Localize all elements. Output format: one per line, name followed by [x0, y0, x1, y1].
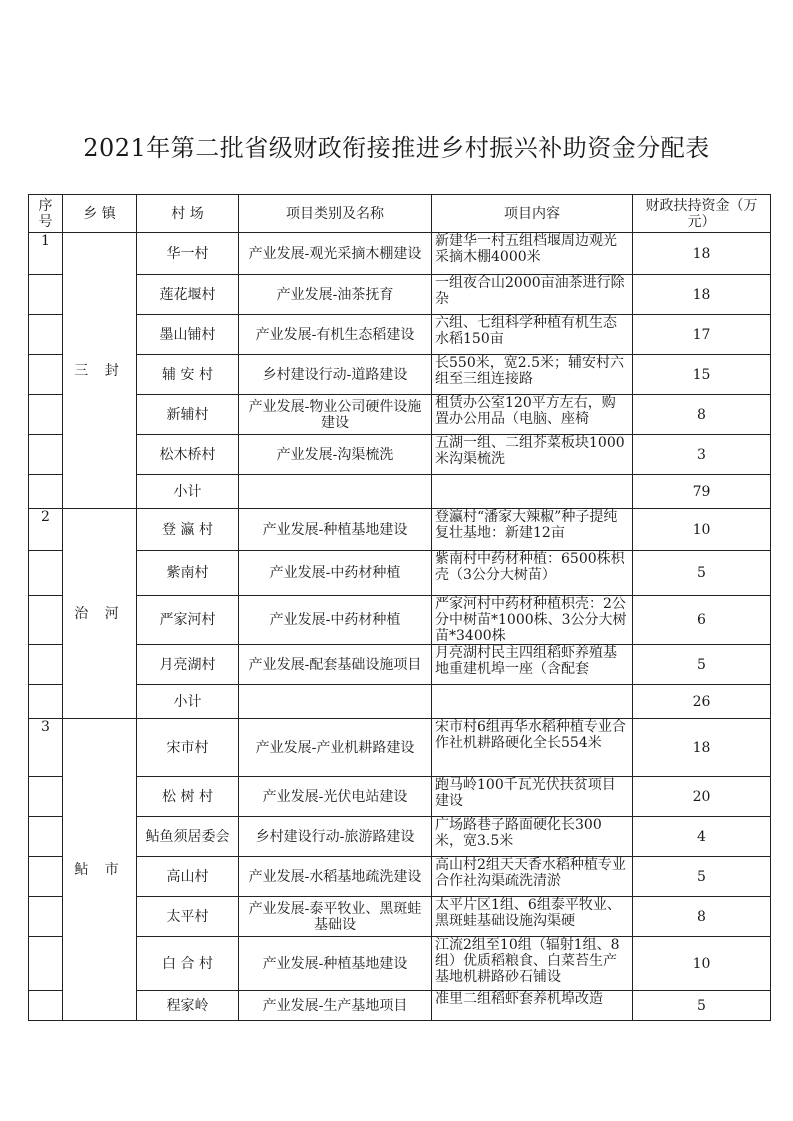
content-cell [432, 685, 633, 719]
amount-cell: 8 [633, 395, 771, 435]
village-cell: 程家岭 [137, 991, 239, 1021]
header-row [29, 195, 771, 233]
content-cell: 六组、七组科学种植有机生态水稻150亩 [432, 315, 633, 355]
amount-cell: 17 [633, 315, 771, 355]
town-cell: 鲇 市 [63, 719, 137, 1021]
content-cell: 登瀛村“潘家大辣椒”种子提纯复壮基地：新建12亩 [432, 509, 633, 551]
amount-cell: 18 [633, 233, 771, 275]
amount-cell: 18 [633, 719, 771, 777]
table-row [29, 596, 771, 645]
table-row [29, 395, 771, 435]
village-cell: 月亮湖村 [137, 645, 239, 685]
village-cell: 新辅村 [137, 395, 239, 435]
content-cell: 严家河村中药材种植枳壳：2公分中树苗*1000株、3公分大树苗*3400株 [432, 596, 633, 645]
table-row [29, 817, 771, 857]
project-cell: 乡村建设行动-道路建设 [239, 355, 432, 395]
subtotal-label: 小计 [137, 475, 239, 509]
table-body [29, 233, 771, 1021]
project-cell: 产业发展-配套基础设施项目 [239, 645, 432, 685]
seq-cell [29, 551, 63, 596]
amount-cell: 10 [633, 937, 771, 991]
project-cell: 产业发展-沟渠梳洗 [239, 435, 432, 475]
village-cell: 高山村 [137, 857, 239, 897]
table-row [29, 719, 771, 777]
header-content: 项目内容 [432, 195, 633, 233]
seq-cell [29, 355, 63, 395]
project-cell: 产业发展-种植基地建设 [239, 509, 432, 551]
project-cell: 产业发展-中药材种植 [239, 596, 432, 645]
amount-cell: 5 [633, 551, 771, 596]
header-amount: 财政扶持资金（万元） [633, 195, 771, 233]
project-cell: 产业发展-泰平牧业、黑斑蛙基础设 [239, 897, 432, 937]
seq-cell: 2 [29, 509, 63, 551]
project-cell [239, 685, 432, 719]
amount-cell: 3 [633, 435, 771, 475]
seq-cell [29, 435, 63, 475]
amount-cell: 20 [633, 777, 771, 817]
table-row [29, 937, 771, 991]
amount-cell: 4 [633, 817, 771, 857]
subtotal-amount: 79 [633, 475, 771, 509]
seq-cell [29, 857, 63, 897]
table-row [29, 551, 771, 596]
table-row [29, 275, 771, 315]
amount-cell: 8 [633, 897, 771, 937]
seq-cell [29, 817, 63, 857]
town-cell: 治 河 [63, 509, 137, 719]
seq-cell [29, 596, 63, 645]
subtotal-row [29, 685, 771, 719]
project-cell: 产业发展-中药材种植 [239, 551, 432, 596]
seq-cell: 3 [29, 719, 63, 777]
village-cell: 太平村 [137, 897, 239, 937]
project-cell: 产业发展-光伏电站建设 [239, 777, 432, 817]
content-cell: 广场路巷子路面硬化长300米，宽3.5米 [432, 817, 633, 857]
project-cell: 乡村建设行动-旅游路建设 [239, 817, 432, 857]
header-seq: 序号 [29, 195, 63, 233]
subtotal-row [29, 475, 771, 509]
table-row [29, 857, 771, 897]
header-town: 乡 镇 [63, 195, 137, 233]
project-cell: 产业发展-油茶抚育 [239, 275, 432, 315]
content-cell: 高山村2组天天香水稻种植专业合作社沟渠疏洗清淤 [432, 857, 633, 897]
project-cell: 产业发展-观光采摘木棚建设 [239, 233, 432, 275]
village-cell: 墨山铺村 [137, 315, 239, 355]
seq-cell: 1 [29, 233, 63, 275]
content-cell: 新建华一村五组档堰周边观光采摘木棚4000米 [432, 233, 633, 275]
seq-cell [29, 777, 63, 817]
seq-cell [29, 475, 63, 509]
village-cell: 辅 安 村 [137, 355, 239, 395]
table-row [29, 645, 771, 685]
amount-cell: 6 [633, 596, 771, 645]
project-cell: 产业发展-水稻基地疏洗建设 [239, 857, 432, 897]
amount-cell: 5 [633, 645, 771, 685]
village-cell: 松木桥村 [137, 435, 239, 475]
amount-cell: 5 [633, 991, 771, 1021]
village-cell: 鲇鱼须居委会 [137, 817, 239, 857]
allocation-table [28, 194, 771, 1021]
content-cell: 长550米，宽2.5米；辅安村六组至三组连接路 [432, 355, 633, 395]
village-cell: 严家河村 [137, 596, 239, 645]
amount-cell: 5 [633, 857, 771, 897]
table-row [29, 991, 771, 1021]
village-cell: 华一村 [137, 233, 239, 275]
seq-cell [29, 685, 63, 719]
header-village: 村 场 [137, 195, 239, 233]
subtotal-label: 小计 [137, 685, 239, 719]
town-cell: 三 封 [63, 233, 137, 509]
content-cell: 跑马岭100千瓦光伏扶贫项目建设 [432, 777, 633, 817]
table-row [29, 355, 771, 395]
subtotal-amount: 26 [633, 685, 771, 719]
content-cell [432, 475, 633, 509]
project-cell: 产业发展-生产基地项目 [239, 991, 432, 1021]
project-cell [239, 475, 432, 509]
content-cell: 准里二组稻虾套养机埠改造 [432, 991, 633, 1021]
seq-cell [29, 937, 63, 991]
content-cell: 租赁办公室120平方左右，购置办公用品（电脑、座椅 [432, 395, 633, 435]
project-cell: 产业发展-物业公司硬件设施建设 [239, 395, 432, 435]
village-cell: 登 瀛 村 [137, 509, 239, 551]
content-cell: 月亮湖村民主四组稻虾养殖基地重建机埠一座（含配套 [432, 645, 633, 685]
table-row [29, 897, 771, 937]
project-cell: 产业发展-产业机耕路建设 [239, 719, 432, 777]
table-row [29, 233, 771, 275]
content-cell: 一组夜合山2000亩油茶进行除杂 [432, 275, 633, 315]
village-cell: 松 树 村 [137, 777, 239, 817]
seq-cell [29, 897, 63, 937]
amount-cell: 18 [633, 275, 771, 315]
table-row [29, 509, 771, 551]
table-row [29, 315, 771, 355]
village-cell: 莲花堰村 [137, 275, 239, 315]
village-cell: 白 合 村 [137, 937, 239, 991]
content-cell: 紫南村中药材种植：6500株枳壳（3公分大树苗） [432, 551, 633, 596]
content-cell: 宋市村6组再华水稻种植专业合作社机耕路硬化全长554米 [432, 719, 633, 777]
seq-cell [29, 395, 63, 435]
content-cell: 太平片区1组、6组泰平牧业、黑斑蛙基础设施沟渠硬 [432, 897, 633, 937]
seq-cell [29, 275, 63, 315]
project-cell: 产业发展-种植基地建设 [239, 937, 432, 991]
village-cell: 紫南村 [137, 551, 239, 596]
table-row [29, 777, 771, 817]
seq-cell [29, 991, 63, 1021]
content-cell: 江流2组至10组（辐射1组、8组）优质稻粮食、白菜苔生产基地机耕路砂石铺设 [432, 937, 633, 991]
table-row [29, 435, 771, 475]
amount-cell: 10 [633, 509, 771, 551]
seq-cell [29, 645, 63, 685]
content-cell: 五湖一组、二组芥菜板块1000米沟渠梳洗 [432, 435, 633, 475]
seq-cell [29, 315, 63, 355]
header-project: 项目类别及名称 [239, 195, 432, 233]
village-cell: 宋市村 [137, 719, 239, 777]
project-cell: 产业发展-有机生态稻建设 [239, 315, 432, 355]
page-title: 2021年第二批省级财政衔接推进乡村振兴补助资金分配表 [83, 134, 710, 162]
amount-cell: 15 [633, 355, 771, 395]
